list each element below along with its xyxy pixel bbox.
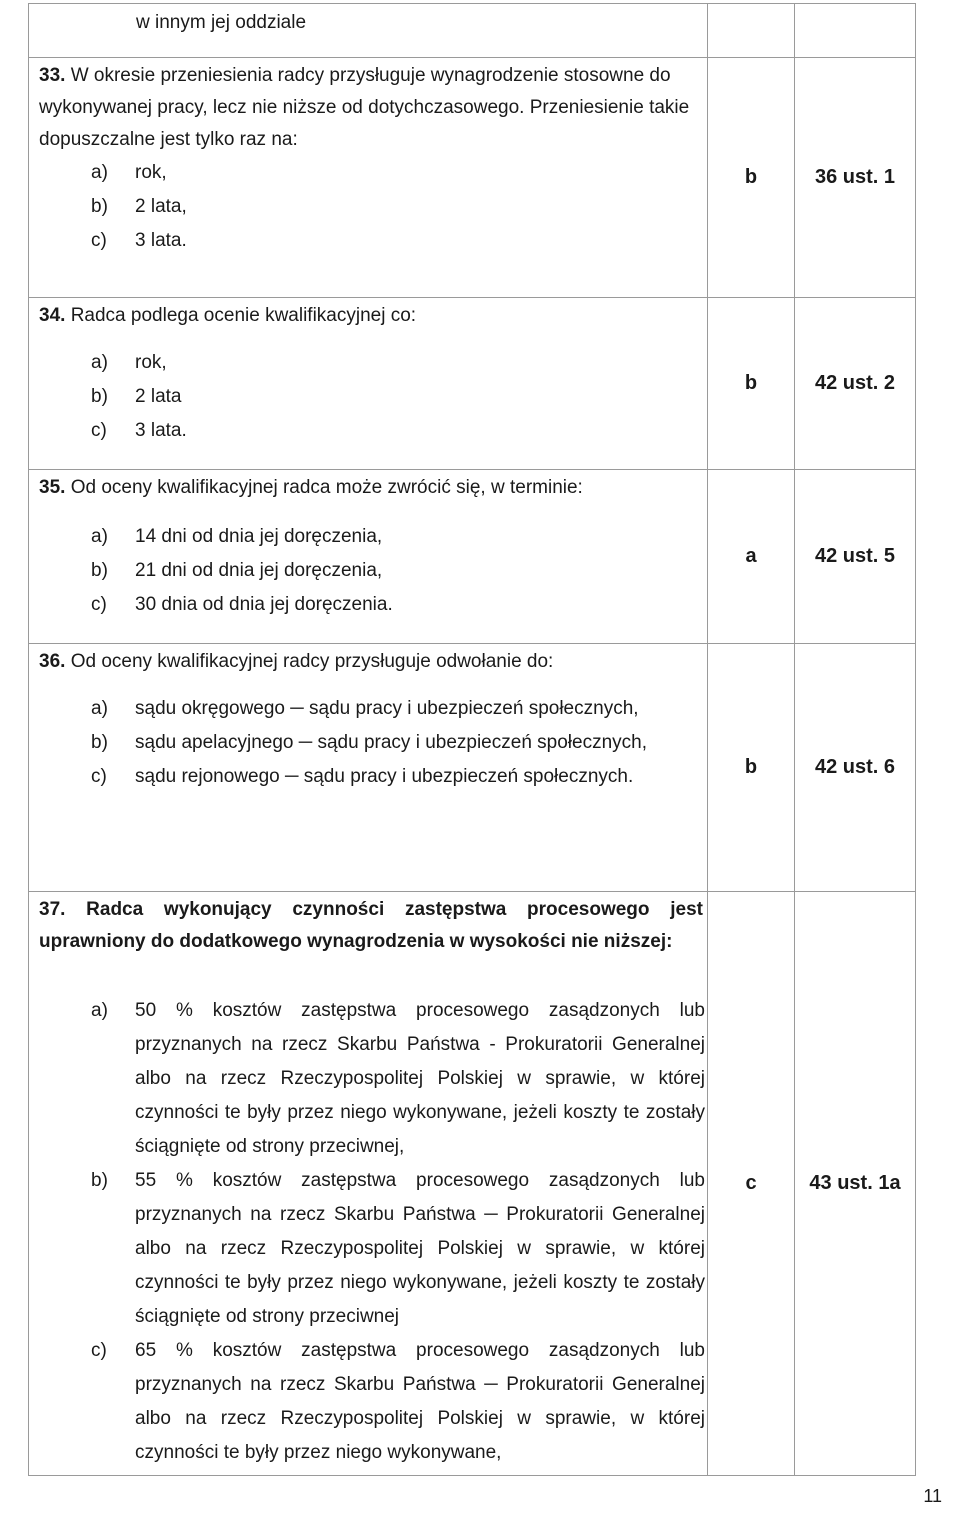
question-text [29,470,707,504]
question-text [29,58,707,156]
answer-cell: b [708,298,795,470]
question-cell [29,58,708,298]
option-text: 14 dni od dnia jej doręczenia, [135,526,383,547]
option-label: a) [91,526,108,547]
option-text: 50 % kosztów zastępstwa procesowego zasądzonych lub przyznanych na rzecz Skarbu Państwa - Prokuratorii Generalnej albo na rzecz Rzeczypospolitej Polskiej w sprawie, w której czynności te były przez niego wykonywane, jeżeli koszty te zostały ściągnięte od strony przeciwnej, [135,1000,705,1157]
option-text: 30 dnia od dnia jej doręczenia. [135,594,393,615]
option-text: 21 dni od dnia jej doręczenia, [135,560,383,581]
question-cell [29,4,708,58]
question-text [29,298,707,332]
option-item [29,346,707,380]
answer-cell: b [708,644,795,892]
answer-cell [708,4,795,58]
question-text [29,892,707,958]
option-label: b) [91,732,108,753]
option-item [29,520,707,554]
option-label: b) [91,560,108,581]
option-item [29,994,707,1164]
reference-cell: 42 ust. 2 [795,298,916,470]
option-text: sądu rejonowego ─ sądu pracy i ubezpieczeń społecznych. [135,766,634,787]
option-item [29,554,707,588]
question-number: 33. [39,65,66,86]
option-label: a) [91,162,108,183]
option-text: sądu apelacyjnego ─ sądu pracy i ubezpieczeń społecznych, [135,732,647,753]
option-item [29,726,707,760]
option-item [29,1334,707,1470]
option-text: 55 % kosztów zastępstwa procesowego zasądzonych lub przyznanych na rzecz Skarbu Państwa ─ Prokuratorii Generalnej albo na rzecz Rzeczypospolitej Polskiej w sprawie, w której czynności te były przez niego wykonywane, jeżeli koszty te zostały ściągnięte od strony przeciwnej [135,1170,705,1327]
question-body: Radca wykonujący czynności zastępstwa procesowego jest uprawniony do dodatkowego wynagrodzenia w wysokości nie niższej: [39,899,703,952]
question-cell [29,892,708,1476]
continued-text: w innym jej oddziale [136,12,307,33]
option-item [29,588,707,622]
page-number: 11 [923,1486,942,1506]
reference-cell: 36 ust. 1 [795,58,916,298]
option-item [29,380,707,414]
option-text: sądu okręgowego ─ sądu pracy i ubezpieczeń społecznych, [135,698,639,719]
option-label: a) [91,1000,108,1021]
option-text: 2 lata, [135,196,187,217]
option-label: a) [91,698,108,719]
questions-table [28,3,916,1476]
answer-cell: c [708,892,795,1476]
option-item [29,760,707,794]
option-text: rok, [135,352,167,373]
question-text [29,644,707,678]
option-label: c) [91,1340,107,1361]
question-number: 36. [39,651,66,672]
option-text: 3 lata. [135,420,187,441]
option-label: b) [91,196,108,217]
reference-cell: 43 ust. 1a [795,892,916,1476]
answer-cell: a [708,470,795,644]
question-body: Radca podlega ocenie kwalifikacyjnej co: [70,305,417,326]
reference-cell [795,4,916,58]
option-item [29,190,707,224]
reference-cell: 42 ust. 5 [795,470,916,644]
question-body: Od oceny kwalifikacyjnej radca może zwrócić się, w terminie: [70,477,583,498]
option-text: rok, [135,162,167,183]
question-body: W okresie przeniesienia radcy przysługuje wynagrodzenie stosowne do wykonywanej pracy, lecz nie niższe od dotychczasowego. Przeniesienie takie dopuszczalne jest tylko raz na: [39,65,690,150]
option-label: b) [91,386,108,407]
question-body: Od oceny kwalifikacyjnej radcy przysługuje odwołanie do: [70,651,554,672]
reference-cell: 42 ust. 6 [795,644,916,892]
table-row [29,58,916,298]
option-item [29,1164,707,1334]
option-label: a) [91,352,108,373]
option-label: b) [91,1170,108,1191]
table-row [29,4,916,58]
table-row [29,892,916,1476]
option-label: c) [91,594,107,615]
option-item [29,414,707,448]
option-text: 3 lata. [135,230,187,251]
question-cell [29,298,708,470]
answer-cell: b [708,58,795,298]
table-row [29,298,916,470]
option-label: c) [91,420,107,441]
option-item [29,156,707,190]
option-text: 65 % kosztów zastępstwa procesowego zasądzonych lub przyznanych na rzecz Skarbu Państwa ─ Prokuratorii Generalnej albo na rzecz Rzeczypospolitej Polskiej w sprawie, w której czynności te były przez niego wykonywane, [135,1340,705,1463]
question-number: 37. [39,899,66,920]
option-label: c) [91,230,107,251]
question-cell [29,644,708,892]
option-item [29,224,707,258]
question-number: 34. [39,305,66,326]
option-label: c) [91,766,107,787]
option-text: 2 lata [135,386,182,407]
table-row [29,470,916,644]
question-number: 35. [39,477,66,498]
option-item [29,692,707,726]
question-cell [29,470,708,644]
table-row [29,644,916,892]
